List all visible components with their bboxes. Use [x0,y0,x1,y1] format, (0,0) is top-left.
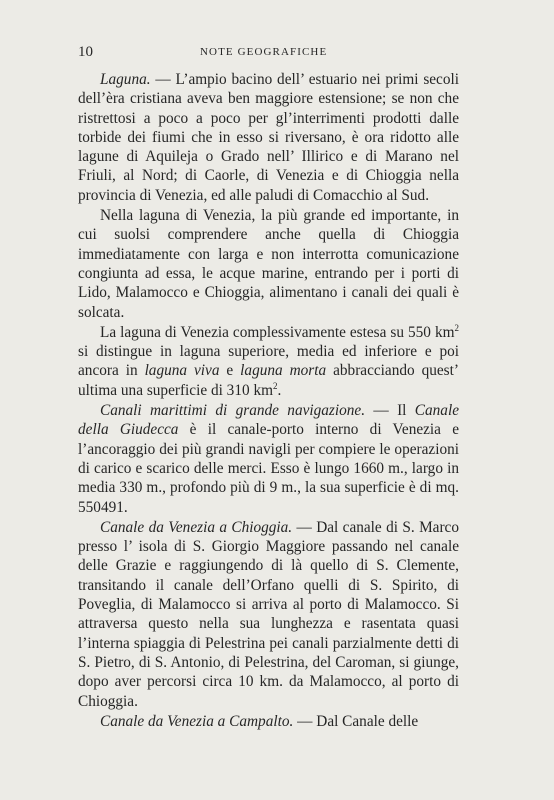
paragraph-lead: Laguna. [100,71,151,88]
superscript: 2 [273,380,278,391]
paragraph-text: si distingue in laguna superiore, media ed inferiore e poi ancora in [78,343,459,380]
paragraph-text: — Dal canale di S. Marco presso l’ isola di S. Giorgio Maggiore passando nel canale delle Grazie e raggiungendo di là quello di S. Clemente, transitando il canale dell’Orfano quelli di S. Spirito, di Poveglia, di Malamocco si arriva al porto di Malamocco. Si attraversa questo nella sua lunghezza e rasentata quasi l’interna spiaggia di Pelestrina pei canali parzialmente detti di S. Pietro, di S. Antonio, di Pelestrina, del Caroman, si giunge, dopo aver percorsi circa 10 km. da Malamocco, al porto di Chioggia. [78,518,459,710]
running-title: NOTE GEOGRAFICHE [200,46,328,58]
paragraph-lead: Canale da Venezia a Chioggia. [100,518,293,536]
paragraph-text: — L’ampio bacino dell’ estuario nei primi secoli dell’èra cristiana aveva ben maggiore estensione; se non che ristrettosi a poco a poco per gl’interrimenti prodotti dalle torbide dei fiumi che in esso si riversano, è ora ridotto alle lagune di Aquileja o Grado nell’ Illirico e di Marano nel Friuli, al Nord; di Caorle, di Venezia e di Chioggia nella provincia di Venezia, ed alle paludi di Comacchio al Sud. [78,71,459,204]
paragraph-text: — Dal Canale delle [293,712,419,730]
paragraph-lead: Canali marittimi di grande navigazione. [100,402,366,420]
paragraph-estensione [78,323,459,400]
italic-term: laguna viva [144,362,220,380]
paragraph-text: abbracciando quest’ ultima una superficie di 310 km [78,362,459,399]
paragraph-lead: Canale da Venezia a Campalto. [100,712,294,730]
paragraph-text: Nella laguna di Venezia, la più grande ed importante, in cui suolsi comprendere anche quella di Chioggia immediatamente con larga e non interrotta comunicazione congiunta ad essa, le acque marine, entrando per i porti di Lido, Malamocco e Chioggia, alimentano i canali dei quali è solcata. [78,207,459,321]
superscript: 2 [454,322,459,333]
paragraph-laguna-venezia [78,206,459,322]
paragraph-venezia-chioggia [78,518,459,711]
page-body [78,70,459,732]
paragraph-text: . [277,381,282,399]
paragraph-text: La laguna di Venezia complessivamente estesa su 550 km [100,323,455,341]
paragraph-venezia-campalto [78,712,459,731]
italic-term: laguna morta [240,362,327,380]
paragraph-text: è il canale-porto interno di Venezia e l’ancoraggio dei più grandi navigli per compiere le operazioni di carico e scarico delle merci. Esso è lungo 1660 m., largo in media 330 m., profondo più di 9 m., la sua superficie è di mq. 550491. [78,421,459,516]
page-number: 10 [78,44,93,60]
paragraph-laguna [78,70,459,205]
paragraph-canali-marittimi [78,401,459,517]
italic-term: Canale della Giudecca [78,402,459,439]
paragraph-text: — Il [365,402,415,420]
page-header [0,44,554,64]
paragraph-text: e [219,362,241,380]
